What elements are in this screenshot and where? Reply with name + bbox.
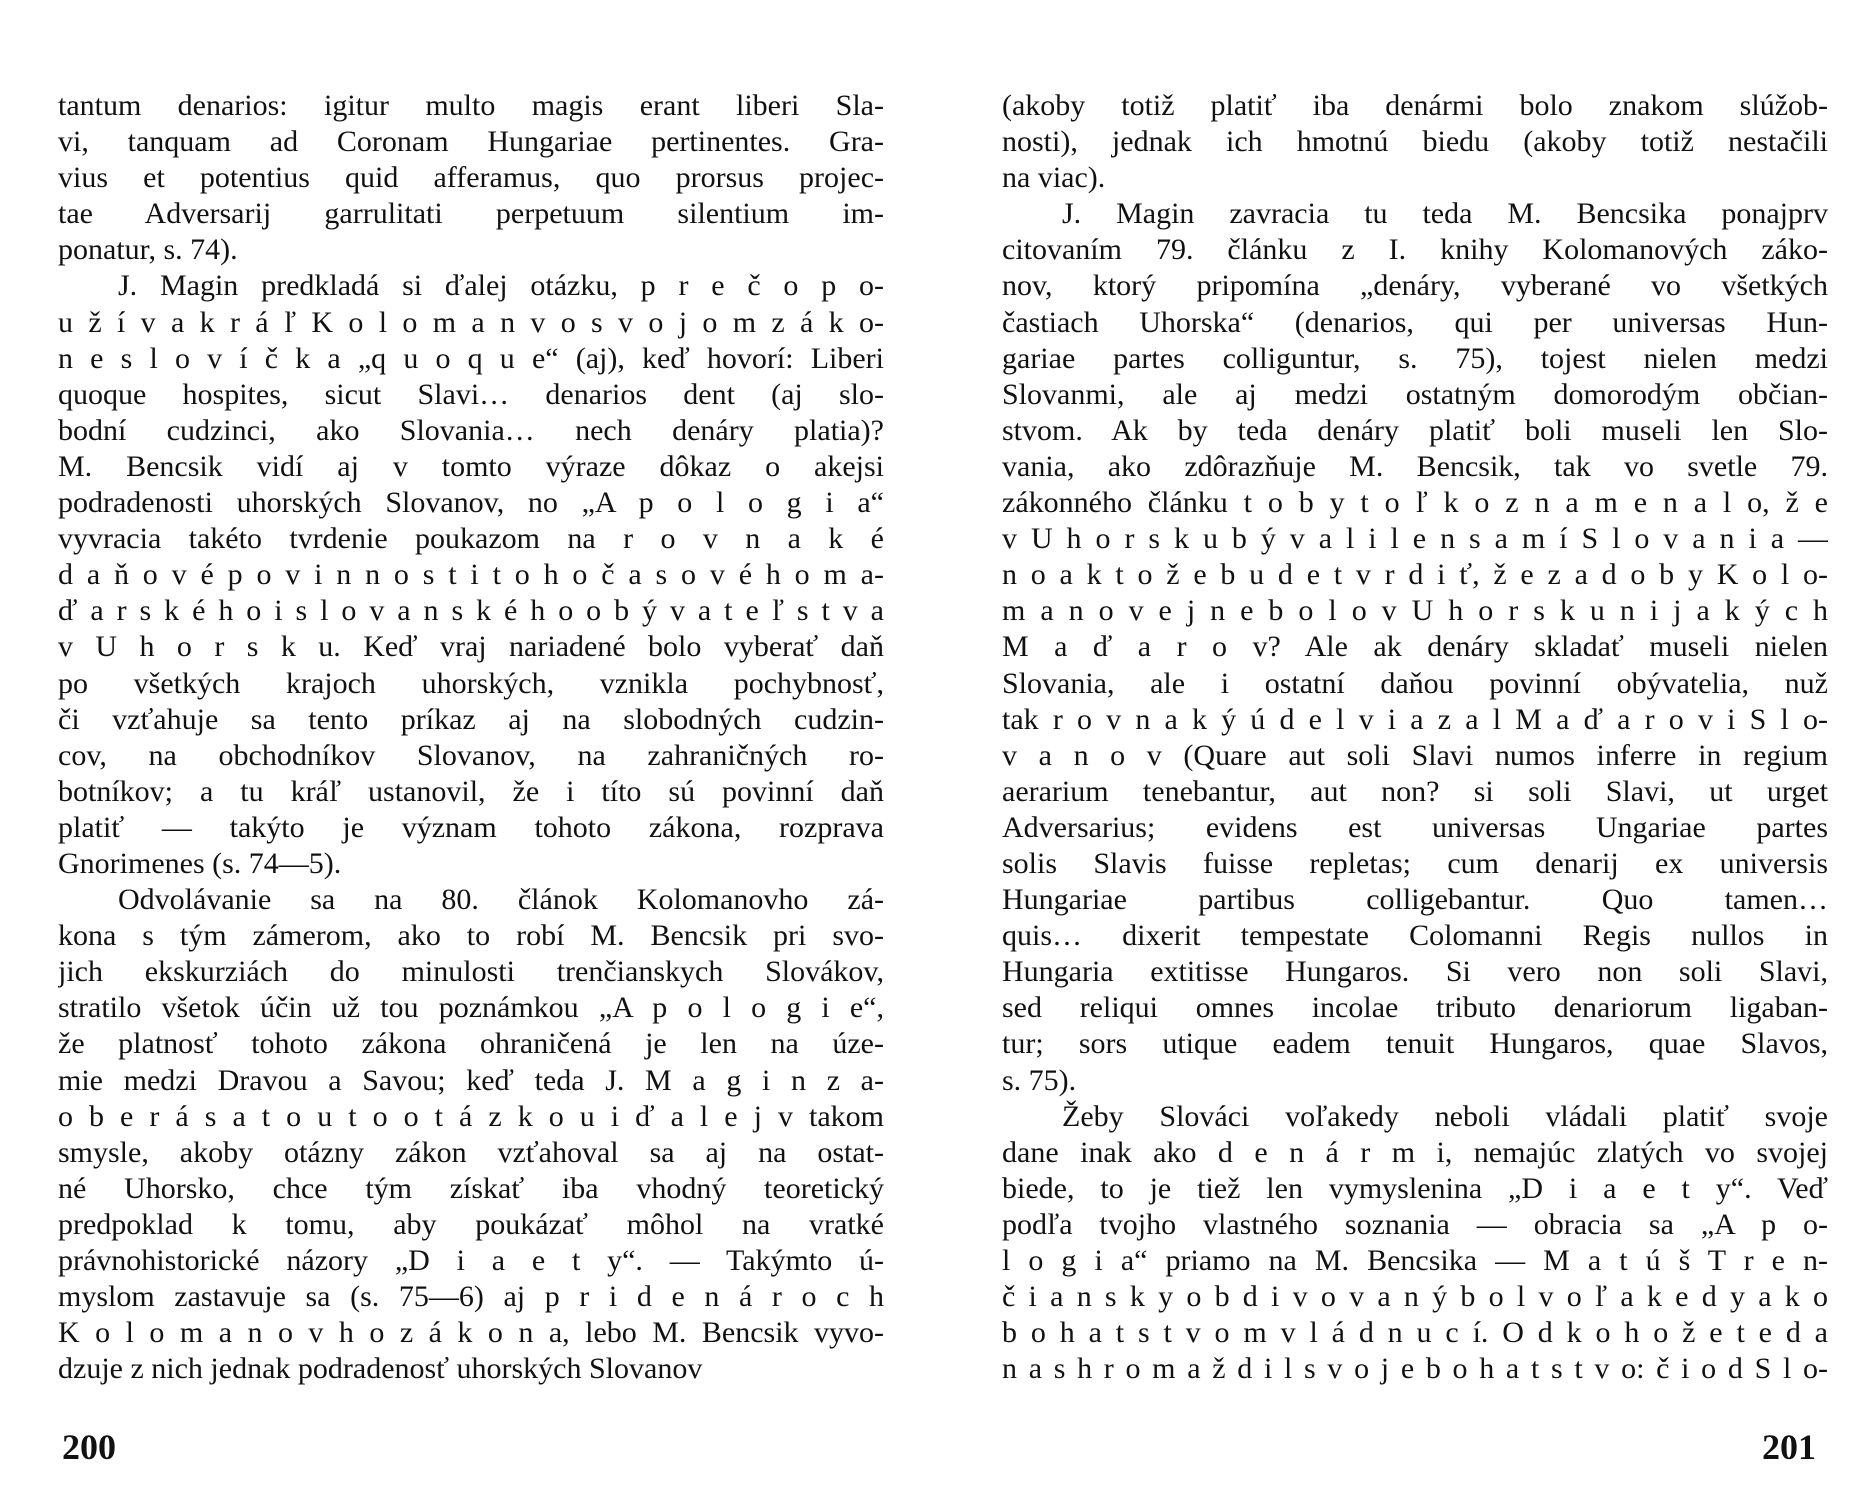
text-line: zákonného článku t o b y t o ľ k o z n a m e n a l o, ž e: [1002, 486, 1828, 520]
text-line: bodní cudzinci, ako Slovania… nech denáry platia)?: [58, 413, 884, 447]
text-line: gariae partes colliguntur, s. 75), tojest nielen medzi: [1002, 341, 1828, 375]
text-line: tae Adversarij garrulitati perpetuum silentium im-: [58, 197, 884, 231]
text-line: že platnosť tohoto zákona ohraničená je len na úze-: [58, 1027, 884, 1061]
text-line: myslom zastavuje sa (s. 75—6) aj p r i d e n á r o c h: [58, 1280, 884, 1314]
text-line: či vzťahuje sa tento príkaz aj na slobodných cudzin-: [58, 702, 884, 736]
text-line: smysle, akoby otázny zákon vzťahoval sa aj na ostat-: [58, 1135, 884, 1169]
right-page-text: [1002, 88, 1828, 1387]
text-line: na viac).: [1002, 161, 1106, 195]
text-line: v a n o v (Quare aut soli Slavi numos inferre in regium: [1002, 738, 1828, 772]
text-line: sed reliqui omnes incolae tributo denariorum ligaban-: [1002, 991, 1828, 1025]
text-line: Adversarius; evidens est universas Ungariae partes: [1002, 810, 1828, 844]
text-line: po všetkých krajoch uhorských, vznikla pochybnosť,: [58, 666, 884, 700]
text-line: Hungaria extitisse Hungaros. Si vero non soli Slavi,: [1002, 955, 1828, 989]
text-line: (akoby totiž platiť iba denármi bolo znakom slúžob-: [1002, 89, 1828, 122]
text-line: vi, tanquam ad Coronam Hungariae pertinentes. Gra-: [58, 125, 884, 159]
text-line: vania, ako zdôrazňuje M. Bencsik, tak vo svetle 79.: [1002, 449, 1828, 483]
text-line: platiť — takýto je význam tohoto zákona, rozprava: [58, 810, 884, 844]
text-line: v U h o r s k u. Keď vraj nariadené bolo vyberať daň: [58, 630, 884, 664]
text-line: Žeby Slováci voľakedy neboli vládali platiť svoje: [1062, 1099, 1828, 1133]
text-line: né Uhorsko, chce tým získať iba vhodný teoretický: [58, 1171, 884, 1205]
text-line: biede, to je tiež len vymyslenina „D i a e t y“. Veď: [1002, 1171, 1828, 1205]
text-line: aerarium tenebantur, aut non? si soli Slavi, ut urget: [1002, 774, 1828, 808]
text-line: Odvolávanie sa na 80. článok Kolomanovho zá-: [118, 883, 884, 917]
text-line: n o a k t o ž e b u d e t v r d i ť, ž e z a d o b y K o l o-: [1002, 558, 1828, 592]
text-line: mie medzi Dravou a Savou; keď teda J. M a g i n z a-: [58, 1063, 884, 1097]
text-line: podradenosti uhorských Slovanov, no „A p o l o g i a“: [58, 486, 884, 520]
text-line: J. Magin predkladá si ďalej otázku, p r e č o p o-: [118, 269, 884, 303]
text-line: ď a r s k é h o i s l o v a n s k é h o o b ý v a t e ľ s t v a: [58, 594, 884, 628]
text-line: cov, na obchodníkov Slovanov, na zahraničných ro-: [58, 738, 884, 772]
text-line: vyvracia takéto tvrdenie poukazom na r o v n a k é: [58, 522, 884, 556]
text-line: u ž í v a k r á ľ K o l o m a n v o s v o j o m z á k o-: [58, 305, 884, 339]
text-line: botníkov; a tu kráľ ustanovil, že i títo sú povinní daň: [58, 774, 884, 808]
text-line: M. Bencsik vidí aj v tomto výraze dôkaz o akejsi: [58, 449, 884, 483]
text-line: s. 75).: [1002, 1063, 1077, 1097]
text-line: Hungariae partibus colligebantur. Quo tamen…: [1002, 883, 1828, 917]
text-line: tak r o v n a k ý ú d e l v i a z a l M a ď a r o v i S l o-: [1002, 702, 1828, 736]
text-line: vius et potentius quid afferamus, quo prorsus projec-: [58, 161, 884, 195]
text-line: stratilo všetok účin už tou poznámkou „A p o l o g i e“,: [58, 991, 884, 1025]
text-line: J. Magin zavracia tu teda M. Bencsika ponajprv: [1062, 197, 1828, 231]
text-line: Gnorimenes (s. 74—5).: [58, 846, 342, 880]
text-line: stvom. Ak by teda denáry platiť boli museli len Slo-: [1002, 413, 1828, 447]
page-number-right: 201: [1762, 1427, 1816, 1467]
text-line: kona s tým zámerom, ako to robí M. Bencsik pri svo-: [58, 919, 884, 953]
text-line: častiach Uhorska“ (denarios, qui per universas Hun-: [1002, 305, 1828, 339]
text-line: d a ň o v é p o v i n n o s t i t o h o č a s o v é h o m a-: [58, 558, 884, 592]
text-line: Slovanmi, ale aj medzi ostatným domorodým občian-: [1002, 377, 1828, 411]
text-line: K o l o m a n o v h o z á k o n a, lebo M. Bencsik vyvo-: [58, 1316, 884, 1350]
text-line: právnohistorické názory „D i a e t y“. — Takýmto ú-: [58, 1244, 884, 1277]
text-line: l o g i a“ priamo na M. Bencsika — M a t ú š T r e n-: [1002, 1244, 1828, 1277]
left-page-text: [58, 88, 884, 1387]
text-line: dane inak ako d e n á r m i, nemajúc zlatých vo svojej: [1002, 1135, 1828, 1169]
text-line: b o h a t s t v o m v l á d n u c í. O d k o h o ž e t e d a: [1002, 1316, 1828, 1350]
text-line: n e s l o v í č k a „q u o q u e“ (aj), keď hovorí: Liberi: [58, 341, 884, 375]
page-number-left: 200: [62, 1427, 116, 1467]
text-line: quis… dixerit tempestate Colomanni Regis nullos in: [1002, 919, 1828, 953]
text-line: M a ď a r o v? Ale ak denáry skladať museli nielen: [1002, 630, 1828, 664]
text-line: ponatur, s. 74).: [58, 233, 238, 267]
text-line: solis Slavis fuisse repletas; cum denarij ex universis: [1002, 846, 1828, 880]
text-line: podľa tvojho vlastného soznania — obracia sa „A p o-: [1002, 1207, 1828, 1241]
text-line: tur; sors utique eadem tenuit Hungaros, quae Slavos,: [1002, 1027, 1828, 1061]
text-line: predpoklad k tomu, aby poukázať môhol na vratké: [58, 1207, 884, 1241]
text-line: č i a n s k y o b d i v o v a n ý b o l v o ľ a k e d y a k o: [1002, 1280, 1828, 1314]
text-line: o b e r á s a t o u t o o t á z k o u i ď a l e j v takom: [58, 1099, 884, 1133]
text-line: n a s h r o m a ž d i l s v o j e b o h a t s t v o: č i o d S l o-: [1002, 1352, 1828, 1386]
text-line: v U h o r s k u b ý v a l i l e n s a m í S l o v a n i a —: [1002, 522, 1828, 556]
text-line: citovaním 79. článku z I. knihy Kolomanových záko-: [1002, 233, 1828, 267]
text-line: nov, ktorý pripomína „denáry, vyberané vo všetkých: [1002, 269, 1828, 303]
text-line: dzuje z nich jednak podradenosť uhorských Slovanov: [58, 1352, 703, 1386]
text-line: tantum denarios: igitur multo magis erant liberi Sla-: [58, 89, 884, 122]
text-line: quoque hospites, sicut Slavi… denarios dent (aj slo-: [58, 377, 884, 411]
text-line: nosti), jednak ich hmotnú biedu (akoby totiž nestačili: [1002, 125, 1828, 159]
text-line: jich ekskurziách do minulosti trenčianskych Slovákov,: [58, 955, 884, 989]
text-line: Slovania, ale i ostatní daňou povinní obývatelia, nuž: [1002, 666, 1828, 700]
text-line: m a n o v e j n e b o l o v U h o r s k u n i j a k ý c h: [1002, 594, 1828, 628]
